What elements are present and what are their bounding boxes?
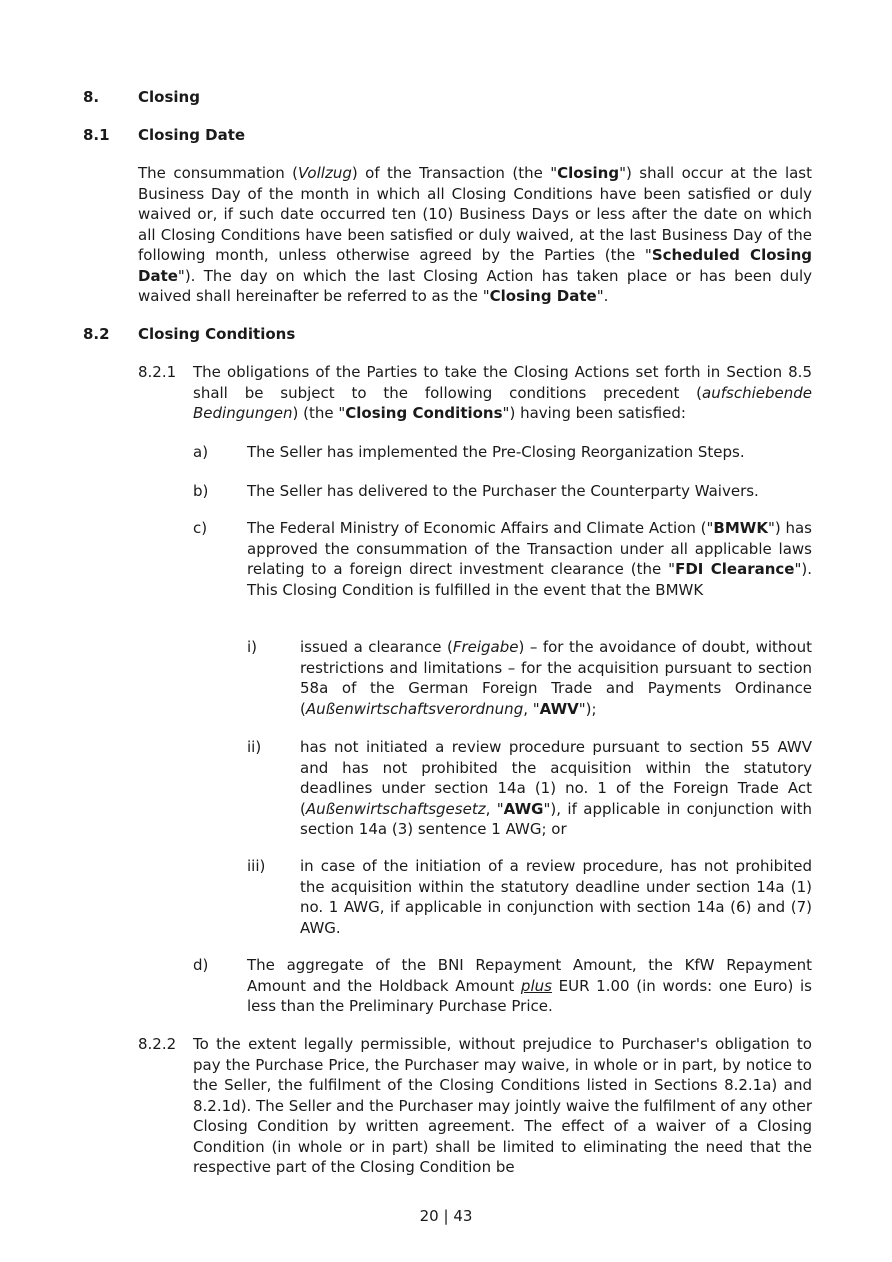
item-d: The aggregate of the BNI Repayment Amount, the KfW Repayment Amount and the Holdback Amount plus EUR 1.00 (in words: one Euro) is less than the Preliminary Purchase Price. <box>247 956 812 1015</box>
clause-number-8-2-1: 8.2.1 <box>138 363 177 381</box>
subitem-label-ii: ii) <box>247 738 262 756</box>
subitem-ii: has not initiated a review procedure pursuant to section 55 AWV and has not prohibited the acquisition within the statutory deadlines under section 14a (1) no. 1 of the Foreign Trade Act (Außenwirtschaftsgesetz, "AWG"), if applicable in conjunction with section 14a (3) sentence 1 AWG; or <box>300 738 812 838</box>
subitem-label-iii: iii) <box>247 857 266 875</box>
clause-8-2-1: The obligations of the Parties to take the Closing Actions set forth in Section 8.5 shall be subject to the following conditions precedent (aufschiebende Bedingungen) (the "Closing Conditions") having been satisfied: <box>193 363 812 422</box>
clause-number-8-2-2: 8.2.2 <box>138 1035 177 1053</box>
clause-8-2-2: To the extent legally permissible, without prejudice to Purchaser's obligation to pay the Purchase Price, the Purchaser may waive, in whole or in part, by notice to the Seller, the fulfilment of the Closing Conditions listed in Sections 8.2.1a) and 8.2.1d). The Seller and the Purchaser may jointly waive the fulfilment of any other Closing Condition by written agreement. The effect of a waiver of a Closing Condition (in whole or in part) shall be limited to eliminating the need that the respective part of the Closing Condition be <box>193 1035 812 1176</box>
subsection-number-8-2: 8.2 <box>83 325 110 343</box>
item-label-a: a) <box>193 443 209 461</box>
page-total: 43 <box>453 1207 473 1225</box>
page-number: 20 <box>419 1207 439 1225</box>
paragraph-8-1: The consummation (Vollzug) of the Transaction (the "Closing") shall occur at the last Business Day of the month in which all Closing Conditions have been satisfied or duly waived or, if such date occurred ten (10) Business Days or less after the date on which all Closing Conditions have been satisfied or duly waived, at the last Business Day of the following month, unless otherwise agreed by the Parties (the "Scheduled Closing Date"). The day on which the last Closing Action has taken place or has been duly waived shall hereinafter be referred to as the "Closing Date". <box>138 164 813 305</box>
item-label-b: b) <box>193 482 209 500</box>
page-footer <box>0 1206 892 1227</box>
subitem-iii: in case of the initiation of a review procedure, has not prohibited the acquisition within the statutory deadline under section 14a (1) no. 1 AWG, if applicable in conjunction with section 14a (6) and (7) AWG. <box>300 857 812 937</box>
subitem-i: issued a clearance (Freigabe) – for the avoidance of doubt, without restrictions and limitations – for the acquisition pursuant to section 58a of the German Foreign Trade and Payments Ordinance (Außenwirtschaftsverordnung, "AWV"); <box>300 638 812 718</box>
item-b: The Seller has delivered to the Purchaser the Counterparty Waivers. <box>247 482 759 500</box>
page-separator: | <box>443 1207 449 1225</box>
item-a: The Seller has implemented the Pre-Closing Reorganization Steps. <box>247 443 745 461</box>
item-c: The Federal Ministry of Economic Affairs and Climate Action ("BMWK") has approved the consummation of the Transaction under all applicable laws relating to a foreign direct investment clearance (the "FDI Clearance"). This Closing Condition is fulfilled in the event that the BMWK <box>247 519 813 599</box>
subsection-number-8-1: 8.1 <box>83 126 110 144</box>
subsection-title-8-1: Closing Date <box>138 126 246 144</box>
subsection-title-8-2: Closing Conditions <box>138 325 296 343</box>
item-label-c: c) <box>193 519 208 537</box>
section-title: Closing <box>138 88 200 106</box>
section-number: 8. <box>83 88 100 106</box>
subitem-label-i: i) <box>247 638 258 656</box>
item-label-d: d) <box>193 956 209 974</box>
